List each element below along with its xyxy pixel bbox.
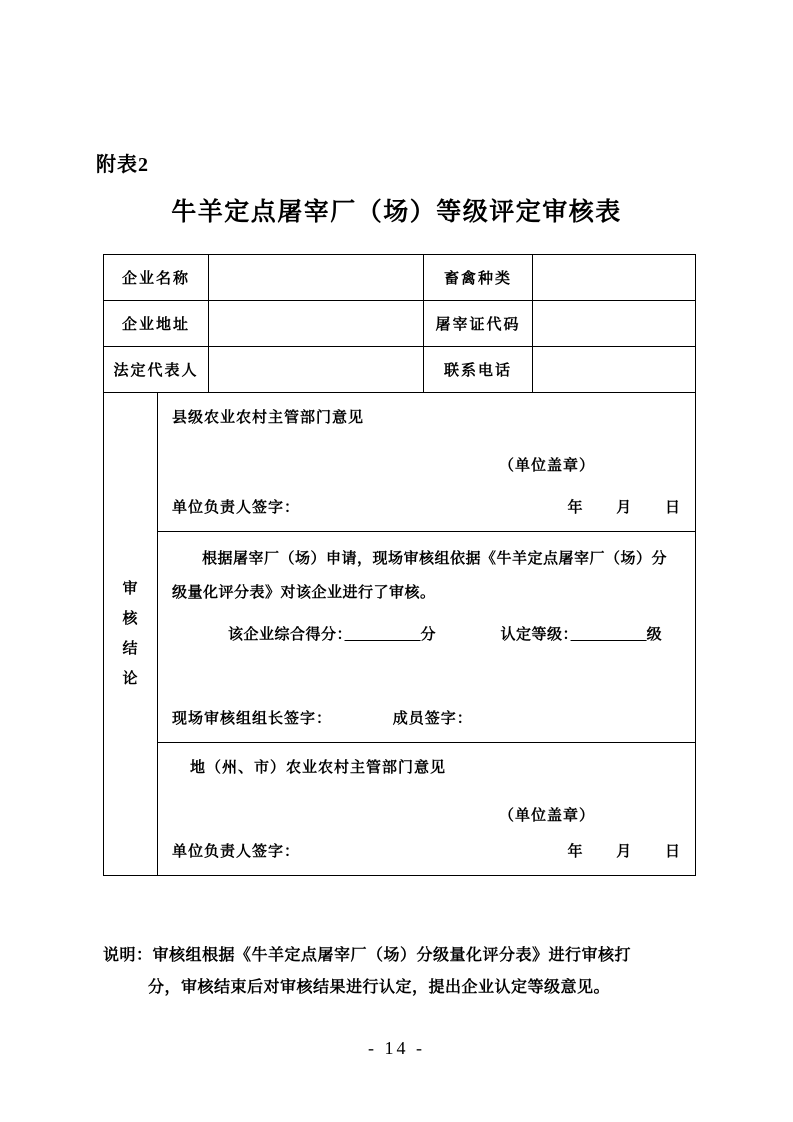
county-sign-label: 单位负责人签字：	[172, 500, 301, 516]
prefecture-date-year: 年	[567, 844, 584, 860]
field-label-slaughter-cert-code: 屠宰证代码	[424, 301, 533, 347]
vertical-label-char-3: 结	[122, 641, 139, 657]
county-opinion-cell[interactable]	[158, 393, 696, 532]
audit-group-block	[158, 532, 695, 742]
prefecture-date-month: 月	[616, 844, 633, 860]
table-row	[104, 255, 696, 301]
county-date-month: 月	[616, 500, 633, 516]
field-label-livestock-type: 畜禽种类	[424, 255, 533, 301]
audit-leader-sign-label: 现场审核组组长签字：	[172, 711, 333, 727]
row-label-audit-conclusion	[104, 393, 158, 876]
grade-label: 认定等级：	[500, 627, 571, 643]
note-line-1: 说明：审核组根据《牛羊定点屠宰厂（场）分级量化评分表》进行审核打	[103, 947, 632, 964]
score-label: 该企业综合得分：	[228, 627, 345, 643]
field-label-legal-representative: 法定代表人	[104, 347, 209, 393]
field-label-company-name: 企业名称	[104, 255, 209, 301]
county-opinion-block	[158, 393, 695, 531]
county-date-year: 年	[567, 500, 584, 516]
field-value-company-address[interactable]	[209, 301, 424, 347]
vertical-label-char-2: 核	[122, 611, 139, 627]
table-row-county-opinion	[104, 393, 696, 532]
county-stamp-placeholder: （单位盖章）	[499, 458, 596, 474]
audit-group-cell[interactable]	[158, 532, 696, 743]
field-value-livestock-type[interactable]	[533, 255, 696, 301]
prefecture-date-day: 日	[665, 844, 682, 860]
score-unit: 分	[420, 627, 437, 643]
audit-member-sign-label: 成员签字：	[392, 711, 473, 727]
audit-group-paragraph: 根据屠宰厂（场）申请，现场审核组依据《牛羊定点屠宰厂（场）分级量化评分表》对该企业进行了审核。	[172, 551, 668, 601]
audit-group-signature-line	[172, 704, 473, 734]
prefecture-stamp-placeholder: （单位盖章）	[499, 808, 596, 824]
prefecture-date-group	[539, 837, 681, 867]
page-title: 牛羊定点屠宰厂（场）等级评定审核表	[171, 199, 622, 226]
table-row	[104, 347, 696, 393]
table-row-prefecture-opinion	[104, 743, 696, 876]
vertical-label-char-4: 论	[122, 671, 139, 687]
prefecture-opinion-block	[158, 743, 695, 875]
field-value-contact-phone[interactable]	[533, 347, 696, 393]
field-value-slaughter-cert-code[interactable]	[533, 301, 696, 347]
score-grade-row	[172, 620, 681, 650]
county-date-day: 日	[665, 500, 682, 516]
table-row-audit-group-conclusion	[104, 532, 696, 743]
prefecture-signature-line	[172, 837, 681, 867]
county-date-group	[539, 493, 681, 523]
page-number: - 14 -	[368, 1038, 425, 1058]
grade-unit: 级	[646, 627, 663, 643]
prefecture-opinion-cell[interactable]	[158, 743, 696, 876]
field-value-legal-representative[interactable]	[209, 347, 424, 393]
vertical-label-char-1: 审	[122, 581, 139, 597]
note-line-2: 分，审核结束后对审核结果进行认定，提出企业认定等级意见。	[148, 979, 611, 996]
attachment-label: 附表2	[96, 154, 149, 176]
field-label-contact-phone: 联系电话	[424, 347, 533, 393]
grade-value[interactable]	[571, 627, 647, 643]
field-label-company-address: 企业地址	[104, 301, 209, 347]
field-value-company-name[interactable]	[209, 255, 424, 301]
prefecture-opinion-title: 地（州、市）农业农村主管部门意见	[190, 760, 447, 776]
note-block	[103, 940, 703, 1004]
county-opinion-title: 县级农业农村主管部门意见	[172, 410, 365, 426]
score-value[interactable]	[345, 627, 421, 643]
prefecture-sign-label: 单位负责人签字：	[172, 844, 301, 860]
evaluation-form-table	[103, 254, 696, 876]
county-signature-line	[172, 493, 681, 523]
table-row	[104, 301, 696, 347]
